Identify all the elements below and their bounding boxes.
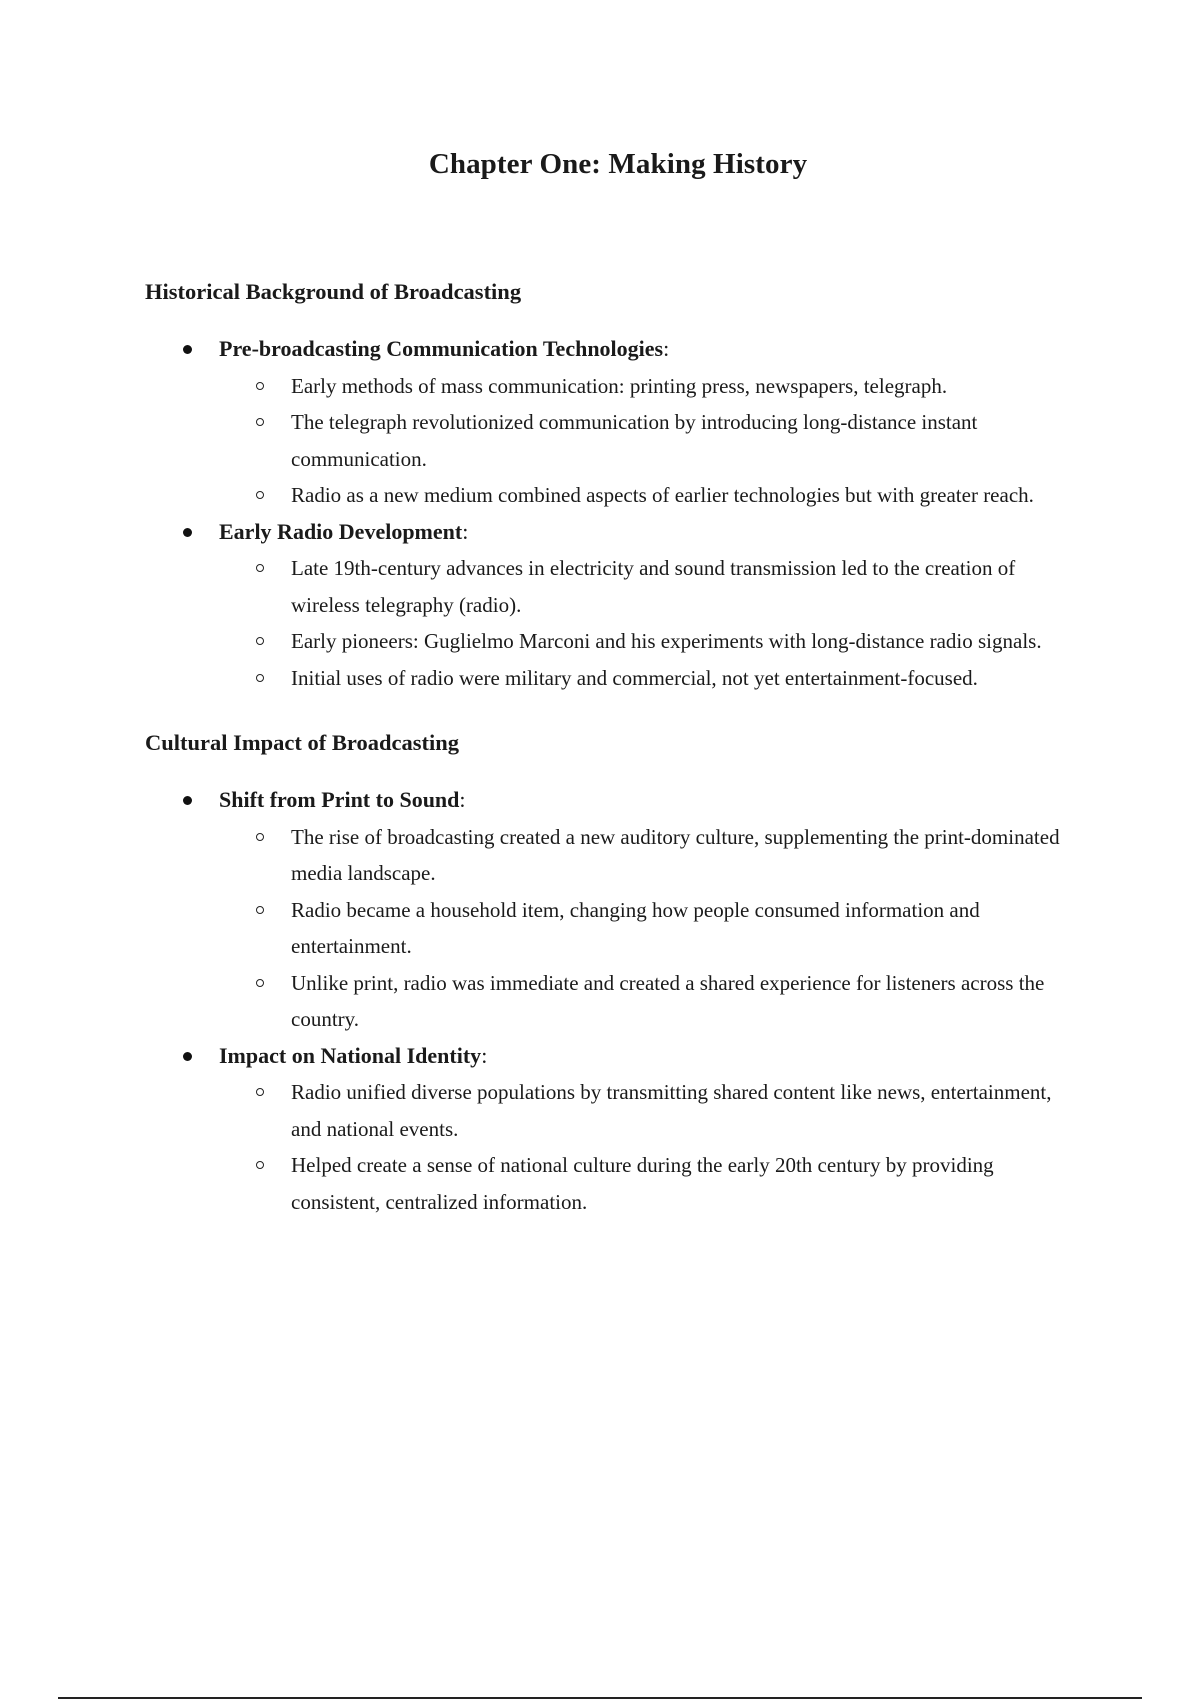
- sub-list: [219, 1074, 1085, 1220]
- list-item: [145, 331, 1085, 514]
- sub-list: [219, 368, 1085, 514]
- list-item-colon: :: [663, 336, 670, 361]
- sub-list-item: [145, 550, 1085, 623]
- bullet-ring-icon: [256, 979, 264, 987]
- bullet-ring-icon: [256, 491, 264, 499]
- bullet-ring-icon: [256, 674, 264, 682]
- list-item-label: Shift from Print to Sound: [219, 787, 460, 812]
- bullet-ring-icon: [256, 382, 264, 390]
- sub-list-item-text: Helped create a sense of national culture during the early 20th century by providing consistent, centralized information.: [291, 1153, 994, 1214]
- footer-divider: [58, 1697, 1142, 1699]
- list-item-colon: :: [462, 518, 469, 544]
- list-item: [145, 1038, 1085, 1221]
- sub-list-item-text: Initial uses of radio were military and commercial, not yet entertainment-focused.: [291, 665, 978, 690]
- bullet-ring-icon: [256, 637, 264, 645]
- sub-list-item: [145, 404, 1085, 477]
- sub-list-item-text: Radio unified diverse populations by transmitting shared content like news, entertainment, and national events.: [291, 1080, 1052, 1141]
- bullet-dot-icon: [183, 796, 192, 805]
- section-heading-historical-background: Historical Background of Broadcasting: [145, 279, 522, 304]
- bullet-ring-icon: [256, 833, 264, 841]
- sub-list-item: [145, 1147, 1085, 1220]
- sub-list: [219, 819, 1085, 1038]
- page-title: Chapter One: Making History: [428, 148, 808, 180]
- list-item: [145, 782, 1085, 1038]
- sub-list-item: [145, 623, 1085, 660]
- sub-list-item-text: The telegraph revolutionized communication by introducing long-distance instant communication.: [291, 410, 978, 471]
- sub-list-item: [145, 892, 1085, 965]
- list-item-colon: :: [481, 1042, 488, 1068]
- sub-list-item: [145, 819, 1085, 892]
- sub-list-item: [145, 368, 1085, 405]
- sub-list-item-text: Radio became a household item, changing how people consumed information and entertainment.: [291, 897, 980, 958]
- list-item: [145, 514, 1085, 697]
- list-item-label: Early Radio Development: [219, 518, 463, 544]
- sub-list-item-text: Early pioneers: Guglielmo Marconi and his experiments with long-distance radio signals.: [291, 629, 1042, 653]
- sub-list-item: [145, 1074, 1085, 1147]
- sub-list: [219, 550, 1085, 696]
- bullet-dot-icon: [183, 1052, 192, 1061]
- bullet-ring-icon: [256, 1088, 264, 1096]
- section-list: [145, 331, 1085, 696]
- sub-list-item-text: Radio as a new medium combined aspects of earlier technologies but with greater reach.: [291, 483, 1034, 507]
- bullet-ring-icon: [256, 1161, 264, 1169]
- list-item-colon: :: [459, 787, 466, 812]
- list-item-label: Impact on National Identity: [219, 1042, 482, 1068]
- list-item-label: Pre-broadcasting Communication Technologies: [219, 336, 664, 361]
- bullet-ring-icon: [256, 906, 264, 914]
- bullet-dot-icon: [183, 345, 192, 354]
- sub-list-item-text: Early methods of mass communication: printing press, newspapers, telegraph.: [291, 373, 948, 398]
- bullet-ring-icon: [256, 564, 264, 572]
- document-body: [145, 276, 1085, 1220]
- sub-list-item: [145, 660, 1085, 697]
- sub-list-item-text: The rise of broadcasting created a new auditory culture, supplementing the print-dominated media landscape.: [291, 824, 1060, 885]
- sub-list-item: [145, 965, 1085, 1038]
- bullet-ring-icon: [256, 418, 264, 426]
- sub-list-item-text: Late 19th-century advances in electricity and sound transmission led to the creation of wireless telegraphy (radio).: [291, 556, 1016, 617]
- sub-list-item: [145, 477, 1085, 514]
- section-heading-cultural-impact: Cultural Impact of Broadcasting: [145, 730, 459, 755]
- bullet-dot-icon: [183, 528, 192, 537]
- sub-list-item-text: Unlike print, radio was immediate and created a shared experience for listeners across the country.: [291, 970, 1045, 1031]
- section-list: [145, 782, 1085, 1220]
